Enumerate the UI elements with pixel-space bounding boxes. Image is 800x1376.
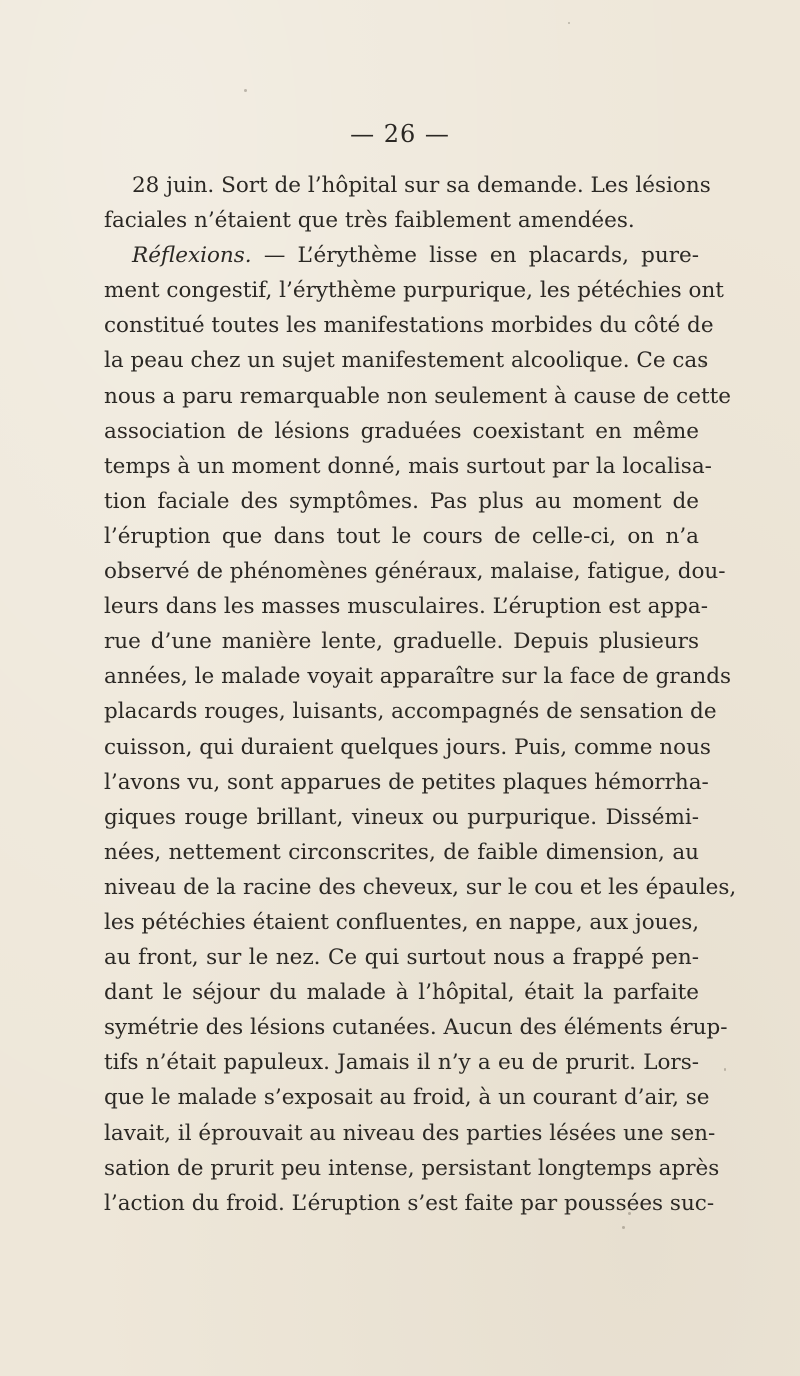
text-line: que le malade s’exposait au froid, à un courant d’air, se: [104, 1085, 710, 1111]
text-line-rest: — L’érythème lisse en placards, pure-: [263, 243, 699, 269]
text-line: l’éruption que dans tout le cours de celle-ci, on n’a: [104, 523, 699, 549]
reflexions-heading: Réflexions.: [132, 243, 252, 269]
text-line: leurs dans les masses musculaires. L’éruption est appa-: [104, 594, 709, 620]
text-line: constitué toutes les manifestations morbides du côté de: [104, 313, 714, 339]
text-line: niveau de la racine des cheveux, sur le cou et les épaules,: [104, 874, 737, 900]
text-line: lavait, il éprouvait au niveau des parties lésées une sen-: [104, 1120, 716, 1146]
text-line: l’action du froid. L’éruption s’est faite par poussées suc-: [104, 1190, 715, 1216]
text-line: années, le malade voyait apparaître sur la face de grands: [104, 664, 732, 690]
text-line: observé de phénomènes généraux, malaise, fatigue, dou-: [104, 559, 726, 585]
paper-speck: [628, 1212, 631, 1215]
text-line: association de lésions graduées coexistant en même: [104, 418, 699, 444]
text-line: placards rouges, luisants, accompagnés de sensation de: [104, 699, 717, 725]
text-line: la peau chez un sujet manifestement alcoolique. Ce cas: [104, 348, 709, 374]
text-line: nous a paru remarquable non seulement à cause de cette: [104, 383, 731, 409]
text-line: giques rouge brillant, vineux ou purpurique. Dissémi-: [104, 804, 699, 830]
text-line: temps à un moment donné, mais surtout par la localisa-: [104, 453, 712, 479]
text-line: les pétéchies étaient confluentes, en nappe, aux joues,: [104, 909, 700, 935]
text-line: nées, nettement circonscrites, de faible dimension, au: [104, 839, 699, 865]
body-text: [104, 168, 737, 1221]
page-number: — 26 —: [350, 120, 450, 148]
text-line: rue d’une manière lente, graduelle. Depuis plusieurs: [104, 629, 699, 655]
text-line: faciales n’étaient que très faiblement amendées.: [104, 208, 635, 234]
text-line: 28 juin. Sort de l’hôpital sur sa demande. Les lésions: [132, 173, 711, 198]
text-line: l’avons vu, sont apparues de petites plaques hémorrha-: [104, 769, 709, 795]
text-line: dant le séjour du malade à l’hôpital, était la parfaite: [104, 980, 699, 1006]
text-line: au front, sur le nez. Ce qui surtout nous a frappé pen-: [104, 945, 699, 971]
paper-speck: [702, 362, 706, 367]
text-line: tion faciale des symptômes. Pas plus au moment de: [104, 488, 699, 514]
text-line-reflexions: [104, 238, 699, 273]
paper-speck: [244, 89, 247, 92]
text-line: cuisson, qui duraient quelques jours. Puis, comme nous: [104, 734, 711, 760]
text-line: ment congestif, l’érythème purpurique, les pétéchies ont: [104, 278, 724, 304]
paper-speck: [568, 22, 570, 24]
paper-speck: [622, 1226, 625, 1229]
text-line: tifs n’était papuleux. Jamais il n’y a eu de prurit. Lors-: [104, 1050, 699, 1076]
text-line: symétrie des lésions cutanées. Aucun des éléments érup-: [104, 1015, 728, 1041]
text-line: sation de prurit peu intense, persistant longtemps après: [104, 1155, 720, 1181]
paper-speck: [724, 1068, 726, 1071]
